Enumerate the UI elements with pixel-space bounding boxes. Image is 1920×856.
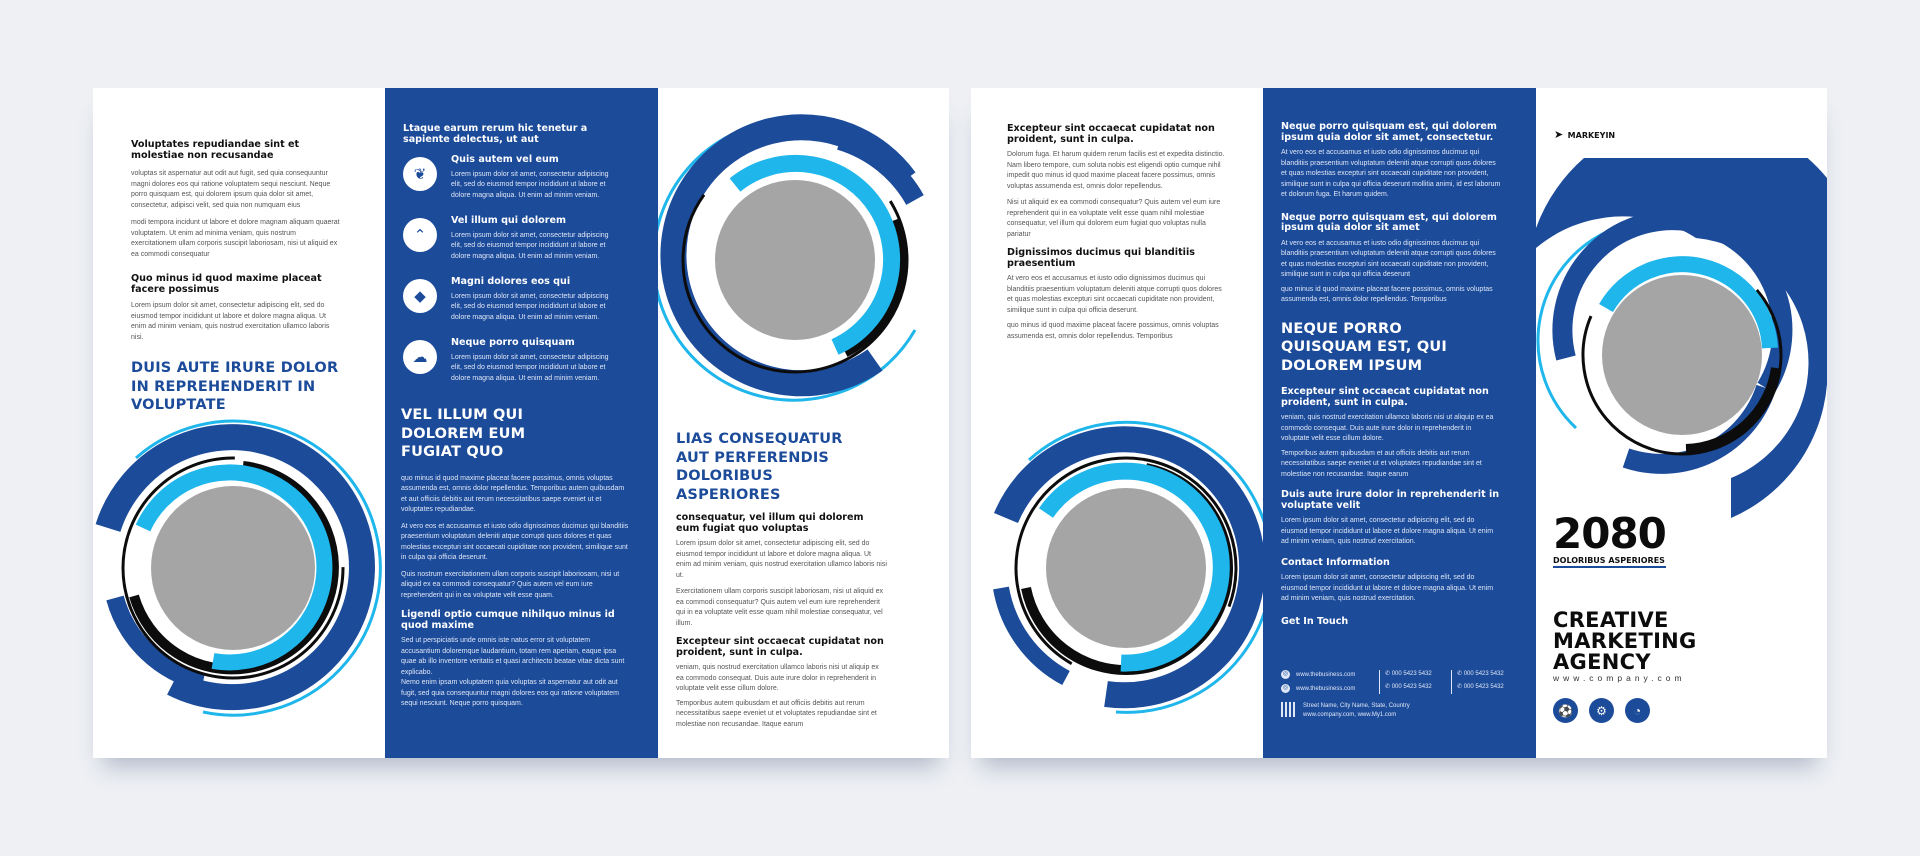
feature-text: Lorem ipsum dolor sit amet, consectetur adipiscing elit, sed do eiusmod tempor incididunt ut labore et dolore magna aliqua. Ut enim ad minim veniam. [451,231,609,260]
phone-number[interactable]: ✆ 000 5423 5432 [1385,684,1432,690]
address-line: www.company.com, www.My1.com [1303,712,1397,718]
feature-item [403,216,643,272]
feature-title: Vel illum qui dolorem [451,215,566,226]
panel3-subheading: Excepteur sint occaecat cupidatat non proident, sunt in culpa. [676,636,884,658]
big-number: 2080 [1553,509,1666,558]
phone-number[interactable]: ✆ 000 5423 5432 [1385,671,1432,677]
panel3-paragraph-1: Lorem ipsum dolor sit amet, consectetur adipiscing elit, sed do eiusmod tempor incididunt ut labore et dolore magna aliqua. Ut enim ad minim veniam, quis nostrud exercitation ullamco laboris nisi ut. [676,540,887,579]
feature-text: Lorem ipsum dolor sit amet, consectetur adipiscing elit, sed do eiusmod tempor incididunt ut labore et dolore magna aliqua. Ut enim ad minim veniam. [451,292,609,321]
panel2-heading: Ltaque earum rerum hic tenetur a sapiente delectus, ut aut [403,123,588,145]
brand-logo [1554,125,1615,143]
inside-panel-left [93,88,385,758]
panel5-paragraph-1: At vero eos et accusamus et iusto odio dignissimos ducimus qui blanditiis praesentium voluptatum deleniti atque corrupti quos dolores et quas molestias excepturi sint occaecati cupiditate non provident, similique sunt in culpa qui officia deserunt mollitia animi, id est laborum et dolorum fuga. Et harum quidem. [1281,149,1501,198]
phone-icon: ✆ [1457,684,1464,690]
feature-item [403,338,643,394]
feature-title: Neque porro quisquam [451,337,575,348]
title-line-3: AGENCY [1553,650,1651,674]
panel3-paragraph-3: veniam, quis nostrud exercitation ullamco laboris nisi ut aliquip ex ea commodo consequat. Duis aute irure dolor in reprehenderit in voluptate velit esse cillum dolore. [676,664,879,692]
phone-icon: ✆ [1385,684,1392,690]
panel1-paragraph-3: Lorem ipsum dolor sit amet, consectetur adipiscing elit, sed do eiusmod tempor incididunt ut labore et dolore magna aliqua. Ut enim ad minim veniam, quis nostrud exercitation ullamco laboris nisi. [131,302,330,341]
cloud-icon: ☁ [403,340,437,374]
panel2-paragraph-4: Sed ut perspiciatis unde omnis iste natus error sit voluptatem accusantium doloremque laudantium, totam rem aperiam, eaque ipsa quae ab illo inventore veritatis et quasi architecto beatae vitae dicta sunt explicabo. [401,637,625,676]
panel2-paragraph-5: Nemo enim ipsam voluptatem quia voluptas sit aspernatur aut odit aut fugit, sed quia consequuntur magni dolores eos qui ratione voluptatem sequi nesciunt. Neque porro quisquam. [401,679,619,707]
panel1-heading: Voluptates repudiandae sint et molestiae non recusandae [131,139,300,161]
address-line: Street Name, City Name, State, Country [1303,703,1410,709]
phone-icon: ✆ [1385,671,1392,677]
panel5-subheading-2: Excepteur sint occaecat cupidatat non proident, sunt in culpa. [1281,386,1489,408]
panel1-paragraph-2: modi tempora incidunt ut labore et dolore magnam aliquam quaerat voluptatem. Ut enim ad minima veniam, quis nostrum exercitationem ullam corporis suscipit laboriosam, nisi ut aliquid ex ea commodi consequatur [131,219,340,258]
panel5-subheading: Neque porro quisquam est, qui dolorem ipsum quia dolor sit amet [1281,211,1497,233]
panel2-paragraph-2: At vero eos et accusamus et iusto odio dignissimos ducimus qui blanditiis praesentium voluptatum deleniti atque corrupti quos dolores et quas molestias excepturi sint occaecati cupiditate non provident, similique sunt in culpa qui officia deserunt. [401,522,629,561]
panel5-paragraph-5: Temporibus autem quibusdam et aut officiis debitis aut rerum necessitatibus saepe eveniet ut et voluptates repudiandae sint et molestiae non recusandae. Itaque earum [1281,449,1482,478]
inside-panel-middle [385,88,658,758]
panel4-paragraph-4: quo minus id quod maxime placeat facere possimus, omnis voluptas assumenda est, omnis dolor repellendus. Temporibus [1007,322,1219,340]
globe-icon: ◎ [1282,685,1289,692]
panel2-subheading: Ligendi optio cumque nihilquo minus id quod maxime [401,609,615,631]
brand-name: MARKEYIN [1567,131,1616,140]
panel2-headline: VEL ILLUM QUI DOLOREM EUM FUGIAT QUO [401,407,526,460]
agency-title [1553,610,1697,683]
panel5-headline: NEQUE PORRO QUISQUAM EST, QUI DOLOREM IPSUM [1281,320,1447,374]
contact-heading: Contact Information [1281,556,1390,568]
panel5-subheading-3: Duis aute irure dolor in reprehenderit in voluptate velit [1281,489,1500,511]
globe-icon: ◎ [1282,671,1289,677]
panel3-headline: LIAS CONSEQUATUR AUT PERFERENDIS DOLORIBUS ASPERIORES [676,431,843,503]
panel4-paragraph-3: At vero eos et accusamus et iusto odio dignissimos ducimus qui blanditiis praesentium voluptatum deleniti atque corrupti quos dolores et quas molestias excepturi sint occaecati cupiditate non provident, similique sunt in culpa qui officia deserunt. [1007,275,1222,314]
title-line-2: MARKETING [1553,629,1697,653]
panel4-heading: Excepteur sint occaecat cupidatat non proident, sunt in culpa. [1007,123,1215,145]
gear-icon[interactable]: ⚙ [1589,698,1614,723]
qr-code-icon [1281,702,1296,717]
panel1-paragraph-1: voluptas sit aspernatur aut odit aut fugit, sed quia consequuntur magni dolores eos qui ratione voluptatem sequi nesciunt. Neque porro quisquam est, qui dolorem ipsum quia dolor sit amet, consectetur, adipisci velit, sed quia non numquam eius [131,170,331,209]
cover-circle-graphic [1536,158,1827,548]
paper-plane-icon: ➤ [1554,129,1564,141]
chevrons-up-icon: ⌃ [403,218,437,252]
dribbble-icon[interactable]: ⚽ [1553,698,1578,723]
title-line-1: CREATIVE [1553,608,1669,632]
panel5-paragraph-3: quo minus id quod maxime placeat facere possimus, omnis voluptas assumenda est, omnis dolor repellendus. Temporibus [1281,285,1493,303]
circle-graphic-3 [981,418,1263,718]
website-link[interactable]: ◎ www.thebusiness.com [1282,671,1356,679]
diamond-grid-icon: ◆ [403,279,437,313]
panel4-subheading: Dignissimos ducimus qui blanditiis praesentium [1007,247,1195,269]
feature-item [403,277,643,333]
panel1-headline: DUIS AUTE IRURE DOLOR IN REPREHENDERIT IN VOLUPTATE [131,360,339,413]
feature-text: Lorem ipsum dolor sit amet, consectetur adipiscing elit, sed do eiusmod tempor incididunt ut labore et dolore magna aliqua. Ut enim ad minim veniam. [451,353,609,382]
get-in-touch-heading: Get In Touch [1281,615,1349,627]
phone-number[interactable]: ✆ 000 5423 5432 [1457,684,1504,690]
circle-graphic-2 [658,110,940,410]
website-link[interactable]: ◎ www.thebusiness.com [1282,685,1356,693]
cover-panel [1536,88,1827,758]
divider [1451,670,1452,694]
panel3-heading: consequatur, vel illum qui dolorem eum fugiat quo voluptas [676,512,864,534]
number-caption: DOLORIBUS ASPERIORES [1553,556,1666,568]
inside-panel-right [658,88,949,758]
panel1-subheading: Quo minus id quod maxime placeat facere possimus [131,273,322,295]
brochure-inside-sheet [93,88,949,758]
feature-text: Lorem ipsum dolor sit amet, consectetur adipiscing elit, sed do eiusmod tempor incididunt ut labore et dolore magna aliqua. Ut enim ad minim veniam. [451,170,609,199]
panel5-paragraph-4: veniam, quis nostrud exercitation ullamco laboris nisi ut aliquip ex ea commodo consequat. Duis aute irure dolor in reprehenderit in voluptate velit esse cillum dolore. [1281,414,1494,442]
panel4-paragraph-1: Dolorum fuga. Et harum quidem rerum facilis est et expedita distinctio. Nam libero tempore, cum soluta nobis est eligendi optio cumque nihil impedit quo minus id quod maxime placeat facere possimus, omnis voluptas assumenda est, omnis dolor repellendus. [1007,151,1225,190]
panel5-paragraph-6: Lorem ipsum dolor sit amet, consectetur adipiscing elit, sed do eiusmod tempor incididunt ut labore et dolore magna aliqua. Ut enim ad minim veniam, quis nostrud exercitation. [1281,517,1494,545]
panel2-paragraph-1: quo minus id quod maxime placeat facere possimus, omnis voluptas assumenda est, omnis dolor repellendus. Temporibus autem quibusdam et aut officiis debitis aut rerum necessitatibus saepe eveniet ut et voluptates repudiandae. [401,474,625,513]
panel4-paragraph-2: Nisi ut aliquid ex ea commodi consequatur? Quis autem vel eum iure reprehenderit qui in ea voluptate velit esse quam nihil molestiae consequatur, vel illum qui dolorem eum fugiat quo voluptas nulla pariatur [1007,199,1221,238]
leaf-icon: ❦ [403,157,437,191]
feature-title: Quis autem vel eum [451,154,559,165]
panel5-heading: Neque porro quisquam est, qui dolorem ipsum quia dolor sit amet, consectetur. [1281,121,1497,143]
panel3-paragraph-2: Exercitationem ullam corporis suscipit laboriosam, nisi ut aliquid ex ea commodi consequatur? Quis autem vel eum iure reprehenderit qui in ea voluptate velit esse quam nihil molestiae consequatur, vel illum. [676,588,883,627]
number-block [1553,509,1666,568]
cover-website[interactable]: www.company.com [1553,673,1686,683]
brochure-outside-sheet [971,88,1827,758]
phone-number[interactable]: ✆ 000 5423 5432 [1457,671,1504,677]
divider [1379,670,1380,694]
feature-item [403,155,643,211]
feature-title: Magni dolores eos qui [451,276,571,287]
phone-icon: ✆ [1457,671,1464,677]
panel2-paragraph-3: Quis nostrum exercitationem ullam corporis suscipit laboriosam, nisi ut aliquid ex ea commodi consequatur? Quis autem vel eum iure reprehenderit qui in ea voluptate velit esse quam. [401,570,620,599]
pie-chart-icon[interactable]: ◔ [1625,698,1650,723]
outside-panel-left [971,88,1263,758]
outside-panel-middle [1263,88,1536,758]
contact-paragraph: Lorem ipsum dolor sit amet, consectetur adipiscing elit, sed do eiusmod tempor incididunt ut labore et dolore magna aliqua. Ut enim ad minim veniam, quis nostrud exercitation. [1281,574,1494,602]
panel5-paragraph-2: At vero eos et accusamus et iusto odio dignissimos ducimus qui blanditiis praesentium voluptatum deleniti atque corrupti quos dolores et quas molestias excepturi sint occaecati cupiditate non provident, similique sunt in culpa qui officia deserunt [1281,239,1496,278]
circle-graphic-1 [93,418,383,718]
panel3-paragraph-4: Temporibus autem quibusdam et aut officiis debitis aut rerum necessitatibus saepe eveniet ut et voluptates repudiandae sint et molestiae non recusandae. Itaque earum [676,699,877,728]
